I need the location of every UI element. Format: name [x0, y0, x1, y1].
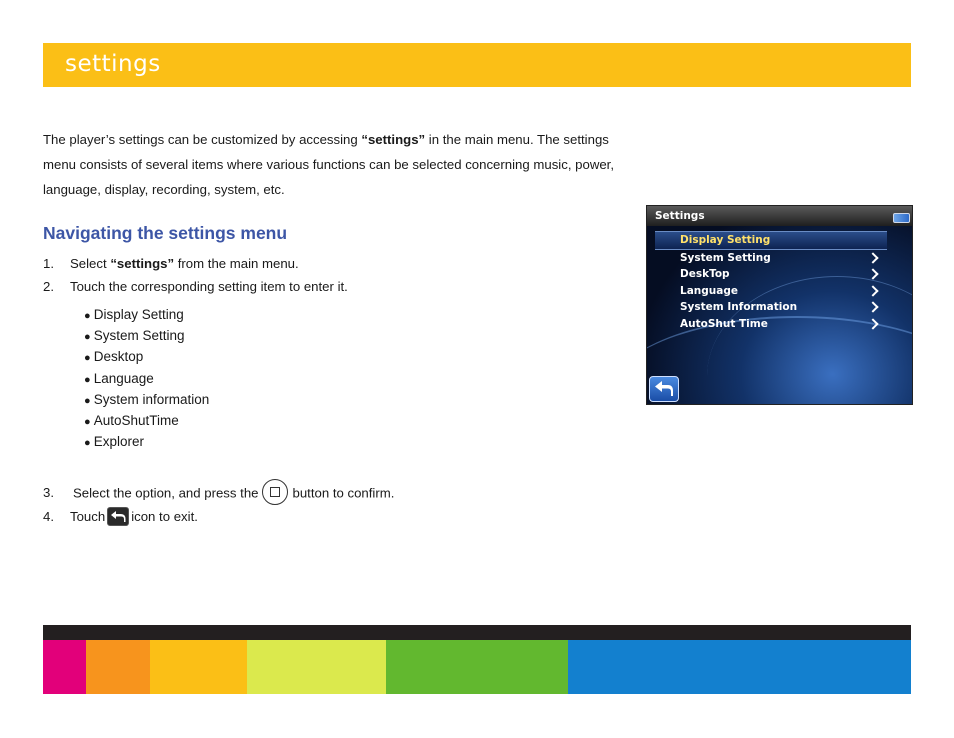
- list-item: ● Language: [84, 369, 209, 390]
- confirm-button-icon: [262, 479, 288, 505]
- footer-swatch-yellow: [150, 640, 247, 694]
- list-item: ● Explorer: [84, 432, 209, 453]
- list-item: ● Display Setting: [84, 305, 209, 326]
- section-heading: Navigating the settings menu: [43, 223, 288, 243]
- footer-swatch-green: [386, 640, 568, 694]
- screen-menu-item-autoshut-time[interactable]: AutoShut Time: [647, 316, 912, 333]
- chevron-right-icon: [867, 268, 878, 279]
- screen-menu-item-system-setting[interactable]: System Setting: [647, 250, 912, 267]
- list-item: ● Desktop: [84, 347, 209, 368]
- footer-swatch-orange: [86, 640, 150, 694]
- step-2: 2. Touch the corresponding setting item to enter it.: [43, 279, 348, 294]
- chevron-right-icon: [867, 285, 878, 296]
- screen-menu-item-system-information[interactable]: System Information: [647, 299, 912, 316]
- screen-menu-item-language[interactable]: Language: [647, 283, 912, 300]
- intro-line-3: language, display, recording, system, etc.: [43, 182, 285, 197]
- chevron-right-icon: [867, 318, 878, 329]
- step-1: 1. Select “settings” from the main menu.: [43, 256, 299, 271]
- screen-title: Settings: [655, 210, 705, 222]
- battery-icon: [893, 213, 910, 223]
- page-title: settings: [65, 51, 161, 77]
- intro-line-1: The player’s settings can be customized by accessing “settings” in the main menu. The settings: [43, 132, 609, 147]
- list-item: ● System information: [84, 390, 209, 411]
- footer-swatch-magenta: [43, 640, 86, 694]
- chevron-right-icon: [867, 301, 878, 312]
- footer-bar: [43, 625, 911, 640]
- list-item: ● System Setting: [84, 326, 209, 347]
- back-arrow-icon[interactable]: [649, 376, 679, 402]
- list-item: ● AutoShutTime: [84, 411, 209, 432]
- step-3: 3. Select the option, and press the button to confirm.: [43, 481, 394, 507]
- intro-paragraph: [43, 127, 653, 202]
- device-settings-screenshot: [646, 205, 913, 405]
- screen-title-bar: [647, 206, 912, 226]
- back-arrow-icon: [107, 507, 129, 526]
- footer-swatch-blue: [568, 640, 911, 694]
- footer-swatch-lime: [247, 640, 386, 694]
- intro-line-2: menu consists of several items where various functions can be selected concerning music, power,: [43, 157, 615, 172]
- settings-items-list: [84, 305, 209, 453]
- screen-menu-item-desktop[interactable]: DeskTop: [647, 266, 912, 283]
- screen-settings-menu: [647, 231, 912, 332]
- step-4: 4. Touch icon to exit.: [43, 508, 198, 527]
- chevron-right-icon: [867, 252, 878, 263]
- screen-menu-item-display-setting[interactable]: Display Setting: [655, 231, 887, 250]
- header-banner: [43, 43, 911, 87]
